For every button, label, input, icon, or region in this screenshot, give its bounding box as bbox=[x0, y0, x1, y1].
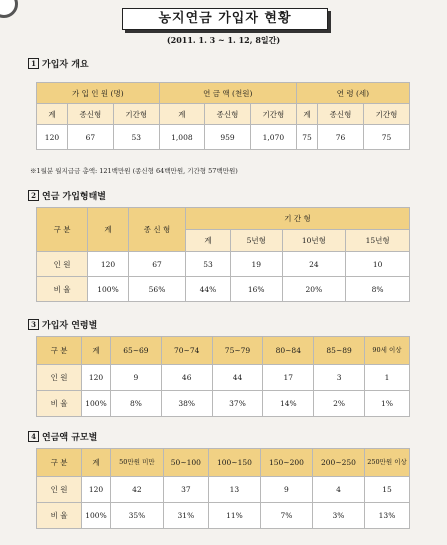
table-cell: 2% bbox=[314, 391, 365, 417]
table-cell: 959 bbox=[205, 125, 251, 150]
table-cell: 1,070 bbox=[250, 125, 296, 150]
table-cell: 1% bbox=[365, 391, 410, 417]
header-cell: 50~100 bbox=[163, 449, 208, 477]
table-cell: 42 bbox=[111, 477, 164, 503]
table-cell: 16% bbox=[230, 277, 282, 302]
table-cell: 37 bbox=[163, 477, 208, 503]
table-cell: 38% bbox=[161, 391, 212, 417]
section-4-number: 4 bbox=[28, 431, 39, 442]
row-label: 인 원 bbox=[37, 477, 82, 503]
header-fixed-term: 기 간 형 bbox=[186, 208, 410, 230]
table-cell: 9 bbox=[111, 365, 162, 391]
table-cell: 3 bbox=[314, 365, 365, 391]
header-cell: 계 bbox=[82, 449, 111, 477]
subheader-cell: 계 bbox=[186, 230, 231, 252]
table-overview bbox=[36, 82, 410, 150]
table-cell: 75 bbox=[364, 125, 410, 150]
subheader-cell: 기간형 bbox=[113, 104, 159, 125]
section-3-label: 가입자 연령별 bbox=[42, 321, 98, 331]
table-cell: 8% bbox=[111, 391, 162, 417]
table-cell: 75 bbox=[296, 125, 317, 150]
header-cell: 70~74 bbox=[161, 337, 212, 365]
subheader-cell: 종신형 bbox=[205, 104, 251, 125]
footnote: ※1월분 월지급금 총액: 121백만원 (종신형 64백만원, 기간형 57백만원) bbox=[30, 167, 238, 175]
table-cell: 13% bbox=[365, 503, 410, 529]
section-4-heading bbox=[28, 430, 97, 443]
header-cell: 80~84 bbox=[263, 337, 314, 365]
table-pension-amount bbox=[36, 448, 410, 529]
section-3-heading bbox=[28, 318, 97, 331]
table-cell: 120 bbox=[37, 125, 68, 150]
table-cell: 53 bbox=[113, 125, 159, 150]
subheader-cell: 종신형 bbox=[67, 104, 113, 125]
table-cell: 100% bbox=[82, 391, 111, 417]
table-cell: 100% bbox=[82, 503, 111, 529]
header-cell: 구 분 bbox=[37, 449, 82, 477]
row-label: 인 원 bbox=[37, 365, 82, 391]
section-1-number: 1 bbox=[28, 58, 39, 69]
header-age: 연 령 (세) bbox=[296, 83, 409, 104]
table-cell: 120 bbox=[88, 252, 129, 277]
header-gubun: 구 분 bbox=[37, 208, 88, 252]
table-cell: 67 bbox=[129, 252, 186, 277]
table-cell: 67 bbox=[67, 125, 113, 150]
section-3-number: 3 bbox=[28, 319, 39, 330]
header-total: 계 bbox=[88, 208, 129, 252]
table-cell: 13 bbox=[208, 477, 260, 503]
section-1-label: 가입자 개요 bbox=[42, 60, 89, 70]
row-label: 비 율 bbox=[37, 503, 82, 529]
header-cell: 85~89 bbox=[314, 337, 365, 365]
table-cell: 44 bbox=[212, 365, 263, 391]
table-cell: 20% bbox=[282, 277, 346, 302]
table-enrollment-type bbox=[36, 207, 410, 302]
table-age-group bbox=[36, 336, 410, 417]
table-cell: 14% bbox=[263, 391, 314, 417]
table-cell: 56% bbox=[129, 277, 186, 302]
table-cell: 15 bbox=[365, 477, 410, 503]
header-cell: 50만원 미만 bbox=[111, 449, 164, 477]
table-cell: 31% bbox=[163, 503, 208, 529]
table-cell: 8% bbox=[346, 277, 410, 302]
section-2-heading bbox=[28, 189, 106, 202]
table-cell: 19 bbox=[230, 252, 282, 277]
header-cell: 90세 이상 bbox=[365, 337, 410, 365]
row-label: 비 율 bbox=[37, 391, 82, 417]
section-4-label: 연금액 규모별 bbox=[42, 433, 98, 443]
table-cell: 76 bbox=[318, 125, 364, 150]
header-cell: 250만원 이상 bbox=[365, 449, 410, 477]
header-cell: 200~250 bbox=[312, 449, 364, 477]
table-cell: 10 bbox=[346, 252, 410, 277]
table-cell: 35% bbox=[111, 503, 164, 529]
table-cell: 1 bbox=[365, 365, 410, 391]
header-cell: 구 분 bbox=[37, 337, 82, 365]
subheader-cell: 계 bbox=[37, 104, 68, 125]
table-cell: 7% bbox=[260, 503, 312, 529]
table-cell: 53 bbox=[186, 252, 231, 277]
subheader-cell: 기간형 bbox=[250, 104, 296, 125]
header-cell: 75~79 bbox=[212, 337, 263, 365]
corner-circle-icon bbox=[0, 0, 18, 18]
section-2-label: 연금 가입형태별 bbox=[42, 192, 106, 202]
header-cell: 65~69 bbox=[111, 337, 162, 365]
header-members: 가 입 인 원 (명) bbox=[37, 83, 160, 104]
table-cell: 3% bbox=[312, 503, 364, 529]
subheader-cell: 10년형 bbox=[282, 230, 346, 252]
subheader-cell: 기간형 bbox=[364, 104, 410, 125]
page-title: 농지연금 가입자 현황 bbox=[122, 8, 328, 30]
header-cell: 150~200 bbox=[260, 449, 312, 477]
table-cell: 37% bbox=[212, 391, 263, 417]
section-2-number: 2 bbox=[28, 190, 39, 201]
table-cell: 46 bbox=[161, 365, 212, 391]
header-cell: 100~150 bbox=[208, 449, 260, 477]
row-label: 비 율 bbox=[37, 277, 88, 302]
row-label: 인 원 bbox=[37, 252, 88, 277]
subheader-cell: 계 bbox=[296, 104, 317, 125]
table-cell: 17 bbox=[263, 365, 314, 391]
subheader-cell: 15년형 bbox=[346, 230, 410, 252]
table-cell: 11% bbox=[208, 503, 260, 529]
subheader-cell: 5년형 bbox=[230, 230, 282, 252]
page-subtitle: (2011. 1. 3 ~ 1. 12, 8일간) bbox=[166, 35, 281, 45]
table-cell: 44% bbox=[186, 277, 231, 302]
table-cell: 120 bbox=[82, 477, 111, 503]
table-cell: 120 bbox=[82, 365, 111, 391]
table-cell: 100% bbox=[88, 277, 129, 302]
section-1-heading bbox=[28, 57, 89, 70]
header-pension: 연 금 액 (천원) bbox=[159, 83, 296, 104]
subheader-cell: 종신형 bbox=[318, 104, 364, 125]
table-cell: 4 bbox=[312, 477, 364, 503]
table-cell: 1,008 bbox=[159, 125, 204, 150]
header-lifetime: 종 신 형 bbox=[129, 208, 186, 252]
header-cell: 계 bbox=[82, 337, 111, 365]
table-cell: 9 bbox=[260, 477, 312, 503]
subheader-cell: 계 bbox=[159, 104, 204, 125]
table-cell: 24 bbox=[282, 252, 346, 277]
